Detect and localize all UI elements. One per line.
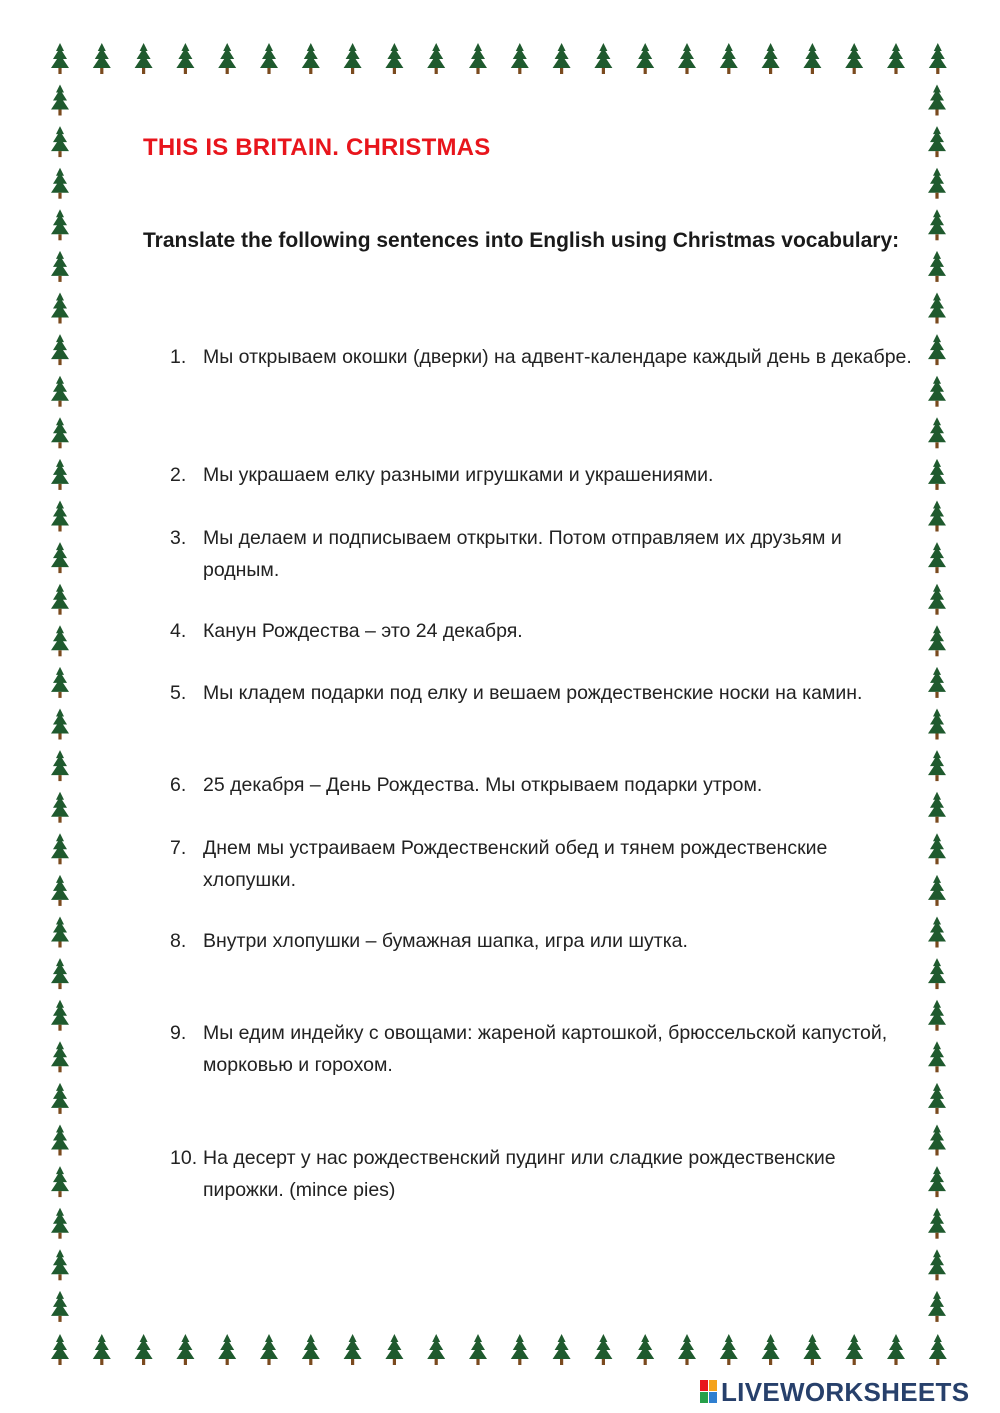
christmas-tree-icon: [260, 43, 278, 74]
christmas-tree-icon: [51, 1334, 69, 1365]
christmas-tree-icon: [928, 667, 946, 698]
item-text: Внутри хлопушки – бумажная шапка, игра или шутка.: [203, 930, 688, 952]
christmas-tree-icon: [887, 1334, 905, 1365]
instruction-text: Translate the following sentences into English using Christmas vocabulary:: [143, 229, 900, 252]
christmas-tree-icon: [928, 625, 946, 656]
christmas-tree-icon: [553, 43, 571, 74]
christmas-tree-icon: [553, 1334, 571, 1365]
christmas-tree-icon: [928, 376, 946, 407]
christmas-tree-icon: [803, 1334, 821, 1365]
item-number: 7.: [170, 837, 187, 859]
christmas-tree-icon: [51, 1208, 69, 1239]
christmas-tree-icon: [51, 833, 69, 864]
christmas-tree-icon: [51, 1125, 69, 1156]
christmas-tree-icon: [51, 251, 69, 282]
christmas-tree-icon: [93, 1334, 111, 1365]
christmas-tree-icon: [928, 1166, 946, 1197]
list-item: [170, 459, 920, 491]
list-item: [170, 522, 920, 586]
christmas-tree-icon: [302, 1334, 320, 1365]
list-item: [170, 341, 920, 373]
christmas-tree-icon: [928, 168, 946, 199]
christmas-tree-icon: [51, 85, 69, 116]
list-item: [170, 769, 920, 801]
christmas-tree-icon: [51, 1291, 69, 1322]
item-number: 8.: [170, 930, 187, 952]
item-text: Мы делаем и подписываем открытки. Потом отправляем их друзьям и родным.: [203, 527, 842, 581]
christmas-tree-icon: [176, 43, 194, 74]
christmas-tree-icon: [218, 43, 236, 74]
list-item: [170, 1017, 920, 1081]
christmas-tree-icon: [176, 1334, 194, 1365]
christmas-tree-icon: [260, 1334, 278, 1365]
christmas-tree-icon: [511, 43, 529, 74]
list-item: [170, 832, 920, 896]
christmas-tree-icon: [928, 1208, 946, 1239]
christmas-tree-icon: [51, 958, 69, 989]
item-number: 4.: [170, 620, 187, 642]
christmas-tree-icon: [678, 1334, 696, 1365]
item-number: 10.: [170, 1147, 198, 1169]
christmas-tree-icon: [928, 251, 946, 282]
christmas-tree-icon: [469, 1334, 487, 1365]
christmas-tree-icon: [929, 1334, 947, 1365]
christmas-tree-icon: [385, 1334, 403, 1365]
christmas-tree-icon: [720, 1334, 738, 1365]
christmas-tree-icon: [845, 1334, 863, 1365]
christmas-tree-icon: [51, 1166, 69, 1197]
item-text: Мы едим индейку с овощами: жареной картошкой, брюссельской капустой, морковью и горохом.: [203, 1022, 888, 1076]
christmas-tree-icon: [928, 293, 946, 324]
christmas-tree-icon: [302, 43, 320, 74]
christmas-tree-icon: [51, 792, 69, 823]
christmas-tree-icon: [928, 1125, 946, 1156]
item-text: Мы украшаем елку разными игрушками и украшениями.: [203, 464, 714, 486]
christmas-tree-icon: [928, 958, 946, 989]
christmas-tree-icon: [928, 209, 946, 240]
item-number: 5.: [170, 682, 187, 704]
christmas-tree-icon: [51, 1041, 69, 1072]
christmas-tree-icon: [928, 459, 946, 490]
christmas-tree-icon: [928, 1291, 946, 1322]
christmas-tree-icon: [928, 792, 946, 823]
christmas-tree-icon: [845, 43, 863, 74]
christmas-tree-icon: [51, 625, 69, 656]
item-number: 6.: [170, 774, 187, 796]
christmas-tree-icon: [51, 293, 69, 324]
item-text: Мы открываем окошки (дверки) на адвент-календаре каждый день в декабре.: [203, 346, 912, 368]
list-item: [170, 677, 920, 709]
christmas-tree-icon: [511, 1334, 529, 1365]
christmas-tree-icon: [135, 1334, 153, 1365]
brand-name: LIVEWORKSHEETS: [721, 1376, 970, 1407]
christmas-tree-icon: [51, 584, 69, 615]
christmas-tree-icon: [51, 417, 69, 448]
christmas-tree-icon: [51, 667, 69, 698]
liveworksheets-logo-icon: [700, 1380, 718, 1404]
item-text: Днем мы устраиваем Рождественский обед и тянем рождественские хлопушки.: [203, 837, 828, 891]
christmas-tree-icon: [636, 43, 654, 74]
christmas-tree-icon: [636, 1334, 654, 1365]
item-text: 25 декабря – День Рождества. Мы открываем подарки утром.: [203, 774, 763, 796]
item-text: Мы кладем подарки под елку и вешаем рождественские носки на камин.: [203, 682, 863, 704]
christmas-tree-icon: [427, 1334, 445, 1365]
christmas-tree-icon: [51, 126, 69, 157]
christmas-tree-icon: [51, 1000, 69, 1031]
christmas-tree-icon: [928, 417, 946, 448]
christmas-tree-icon: [928, 501, 946, 532]
christmas-tree-icon: [218, 1334, 236, 1365]
christmas-tree-icon: [678, 43, 696, 74]
item-number: 2.: [170, 464, 187, 486]
christmas-tree-icon: [51, 875, 69, 906]
christmas-tree-icon: [803, 43, 821, 74]
christmas-tree-icon: [887, 43, 905, 74]
item-number: 3.: [170, 527, 187, 549]
christmas-tree-icon: [928, 542, 946, 573]
christmas-tree-icon: [928, 334, 946, 365]
christmas-tree-icon: [594, 43, 612, 74]
christmas-tree-icon: [929, 43, 947, 74]
christmas-tree-icon: [928, 709, 946, 740]
christmas-tree-icon: [51, 334, 69, 365]
christmas-tree-icon: [51, 501, 69, 532]
christmas-tree-icon: [594, 1334, 612, 1365]
christmas-tree-icon: [51, 542, 69, 573]
item-number: 9.: [170, 1022, 187, 1044]
christmas-tree-icon: [344, 1334, 362, 1365]
christmas-tree-icon: [928, 750, 946, 781]
item-number: 1.: [170, 346, 187, 368]
list-item: [170, 1142, 920, 1206]
christmas-tree-icon: [427, 43, 445, 74]
christmas-tree-icon: [51, 1249, 69, 1280]
christmas-tree-icon: [928, 1083, 946, 1114]
christmas-tree-icon: [928, 917, 946, 948]
christmas-tree-icon: [51, 209, 69, 240]
christmas-tree-icon: [385, 43, 403, 74]
christmas-tree-icon: [93, 43, 111, 74]
christmas-tree-icon: [928, 875, 946, 906]
christmas-tree-icon: [51, 709, 69, 740]
christmas-tree-icon: [762, 1334, 780, 1365]
christmas-tree-icon: [928, 1041, 946, 1072]
christmas-tree-icon: [344, 43, 362, 74]
christmas-tree-icon: [469, 43, 487, 74]
christmas-tree-icon: [51, 750, 69, 781]
christmas-tree-icon: [928, 833, 946, 864]
christmas-tree-icon: [51, 917, 69, 948]
christmas-tree-icon: [135, 43, 153, 74]
christmas-tree-icon: [928, 584, 946, 615]
christmas-tree-icon: [51, 459, 69, 490]
christmas-tree-icon: [51, 168, 69, 199]
christmas-tree-icon: [928, 126, 946, 157]
christmas-tree-icon: [51, 1083, 69, 1114]
item-text: Канун Рождества – это 24 декабря.: [203, 620, 523, 642]
item-text: На десерт у нас рождественский пудинг или сладкие рождественские пирожки. (mince pies): [203, 1147, 836, 1201]
worksheet-title: THIS IS BRITAIN. CHRISTMAS: [143, 134, 491, 161]
christmas-tree-icon: [928, 1249, 946, 1280]
christmas-tree-icon: [928, 1000, 946, 1031]
christmas-tree-icon: [720, 43, 738, 74]
christmas-tree-icon: [51, 43, 69, 74]
list-item: [170, 925, 920, 957]
list-item: [170, 615, 920, 647]
christmas-tree-icon: [762, 43, 780, 74]
christmas-tree-icon: [928, 85, 946, 116]
christmas-tree-icon: [51, 376, 69, 407]
liveworksheets-logo[interactable]: [700, 1378, 969, 1406]
